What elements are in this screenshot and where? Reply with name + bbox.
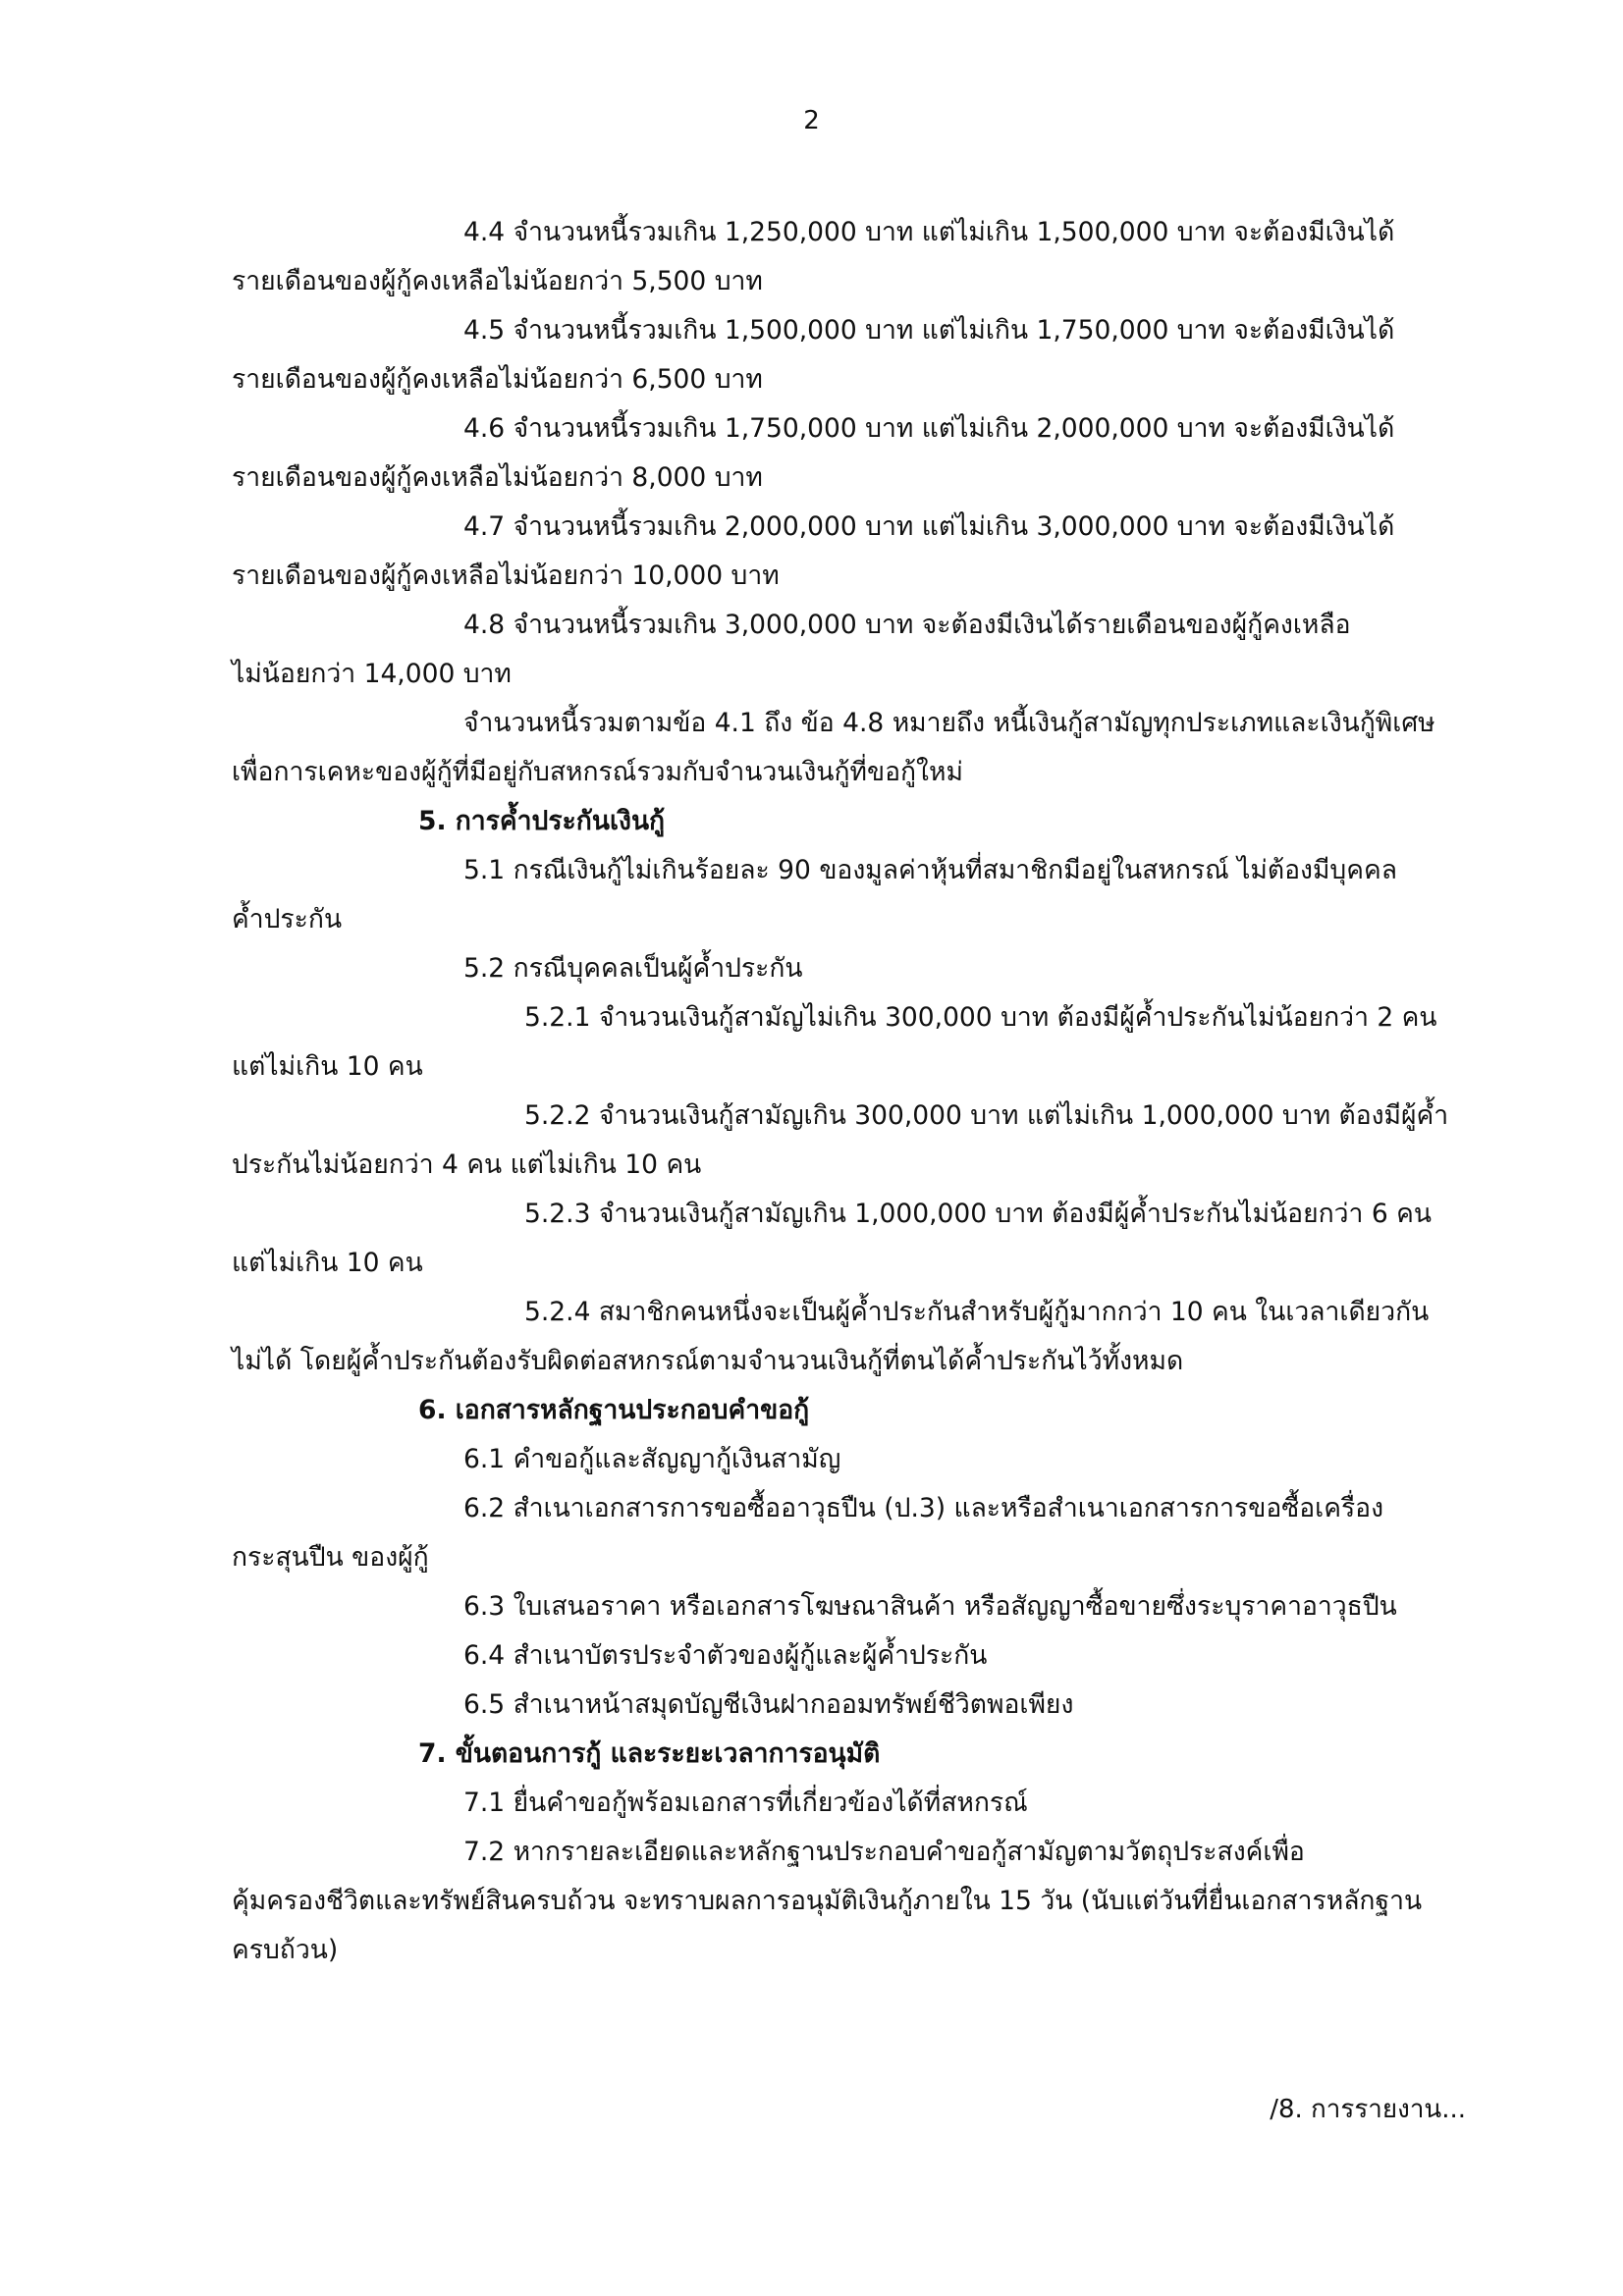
text-line: 4.7 จำนวนหนี้รวมเกิน 2,000,000 บาท แต่ไม่เกิน 3,000,000 บาท จะต้องมีเงินได้ (463, 511, 1395, 542)
text-line: 5.2.2 จำนวนเงินกู้สามัญเกิน 300,000 บาท แต่ไม่เกิน 1,000,000 บาท ต้องมีผู้ค้ำ (524, 1100, 1449, 1131)
document-body (232, 208, 1498, 1975)
text-line: ค้ำประกัน (232, 904, 343, 934)
text-line: คุ้มครองชีวิตและทรัพย์สินครบถ้วน จะทราบผลการอนุมัติเงินกู้ภายใน 15 วัน (นับแต่วันที่ยื่นเอกสารหลักฐาน (232, 1886, 1423, 1916)
text-line: ประกันไม่น้อยกว่า 4 คน แต่ไม่เกิน 10 คน (232, 1149, 702, 1180)
text-line: 6.2 สำเนาเอกสารการขอซื้ออาวุธปืน (ป.3) และหรือสำเนาเอกสารการขอซื้อเครื่อง (463, 1493, 1384, 1523)
text-line: เพื่อการเคหะของผู้กู้ที่มีอยู่กับสหกรณ์รวมกับจำนวนเงินกู้ที่ขอกู้ใหม่ (232, 757, 963, 787)
text-line: จำนวนหนี้รวมตามข้อ 4.1 ถึง ข้อ 4.8 หมายถึง หนี้เงินกู้สามัญทุกประเภทและเงินกู้พิเศษ (463, 708, 1435, 738)
text-line: 5.2.4 สมาชิกคนหนึ่งจะเป็นผู้ค้ำประกันสำหรับผู้กู้มากกว่า 10 คน ในเวลาเดียวกัน (524, 1297, 1430, 1327)
text-line: 5.2.3 จำนวนเงินกู้สามัญเกิน 1,000,000 บาท ต้องมีผู้ค้ำประกันไม่น้อยกว่า 6 คน (524, 1199, 1432, 1229)
text-line: 5.2.1 จำนวนเงินกู้สามัญไม่เกิน 300,000 บาท ต้องมีผู้ค้ำประกันไม่น้อยกว่า 2 คน (524, 1002, 1437, 1033)
text-line: กระสุนปืน ของผู้กู้ (232, 1542, 429, 1573)
page-number: 2 (803, 106, 820, 135)
text-line: 4.8 จำนวนหนี้รวมเกิน 3,000,000 บาท จะต้องมีเงินได้รายเดือนของผู้กู้คงเหลือ (463, 610, 1351, 640)
section-heading: 6. เอกสารหลักฐานประกอบคำขอกู้ (418, 1395, 810, 1425)
text-line: 5.2 กรณีบุคคลเป็นผู้ค้ำประกัน (463, 953, 803, 984)
section-heading: 5. การค้ำประกันเงินกู้ (418, 806, 666, 836)
text-line: รายเดือนของผู้กู้คงเหลือไม่น้อยกว่า 8,000 บาท (232, 462, 763, 493)
text-line: 7.2 หากรายละเอียดและหลักฐานประกอบคำขอกู้สามัญตามวัตถุประสงค์เพื่อ (463, 1837, 1305, 1867)
text-line: ไม่ได้ โดยผู้ค้ำประกันต้องรับผิดต่อสหกรณ์ตามจำนวนเงินกู้ที่ตนได้ค้ำประกันไว้ทั้งหมด (232, 1346, 1184, 1376)
text-line: ครบถ้วน) (232, 1935, 339, 1965)
text-line: รายเดือนของผู้กู้คงเหลือไม่น้อยกว่า 10,000 บาท (232, 561, 780, 591)
text-line: รายเดือนของผู้กู้คงเหลือไม่น้อยกว่า 5,500 บาท (232, 266, 763, 296)
section-heading: 7. ขั้นตอนการกู้ และระยะเวลาการอนุมัติ (418, 1738, 881, 1769)
text-line: 4.4 จำนวนหนี้รวมเกิน 1,250,000 บาท แต่ไม่เกิน 1,500,000 บาท จะต้องมีเงินได้ (463, 217, 1395, 247)
text-line: 6.4 สำเนาบัตรประจำตัวของผู้กู้และผู้ค้ำประกัน (463, 1640, 988, 1671)
text-line: 4.6 จำนวนหนี้รวมเกิน 1,750,000 บาท แต่ไม่เกิน 2,000,000 บาท จะต้องมีเงินได้ (463, 413, 1395, 444)
text-line: แต่ไม่เกิน 10 คน (232, 1248, 423, 1278)
text-line: 7.1 ยื่นคำขอกู้พร้อมเอกสารที่เกี่ยวข้องได้ที่สหกรณ์ (463, 1788, 1028, 1818)
text-line: 5.1 กรณีเงินกู้ไม่เกินร้อยละ 90 ของมูลค่าหุ้นที่สมาชิกมีอยู่ในสหกรณ์ ไม่ต้องมีบุคคล (463, 855, 1397, 885)
text-line: 6.3 ใบเสนอราคา หรือเอกสารโฆษณาสินค้า หรือสัญญาซื้อขายซึ่งระบุราคาอาวุธปืน (463, 1591, 1397, 1622)
text-line: 6.5 สำเนาหน้าสมุดบัญชีเงินฝากออมทรัพย์ชีวิตพอเพียง (463, 1689, 1074, 1720)
text-line: 4.5 จำนวนหนี้รวมเกิน 1,500,000 บาท แต่ไม่เกิน 1,750,000 บาท จะต้องมีเงินได้ (463, 315, 1395, 346)
text-line: ไม่น้อยกว่า 14,000 บาท (232, 659, 512, 689)
text-line: แต่ไม่เกิน 10 คน (232, 1051, 423, 1082)
text-line: 6.1 คำขอกู้และสัญญากู้เงินสามัญ (463, 1444, 841, 1474)
continuation-footer: /8. การรายงาน... (1270, 2095, 1466, 2124)
text-line: รายเดือนของผู้กู้คงเหลือไม่น้อยกว่า 6,500 บาท (232, 364, 763, 395)
